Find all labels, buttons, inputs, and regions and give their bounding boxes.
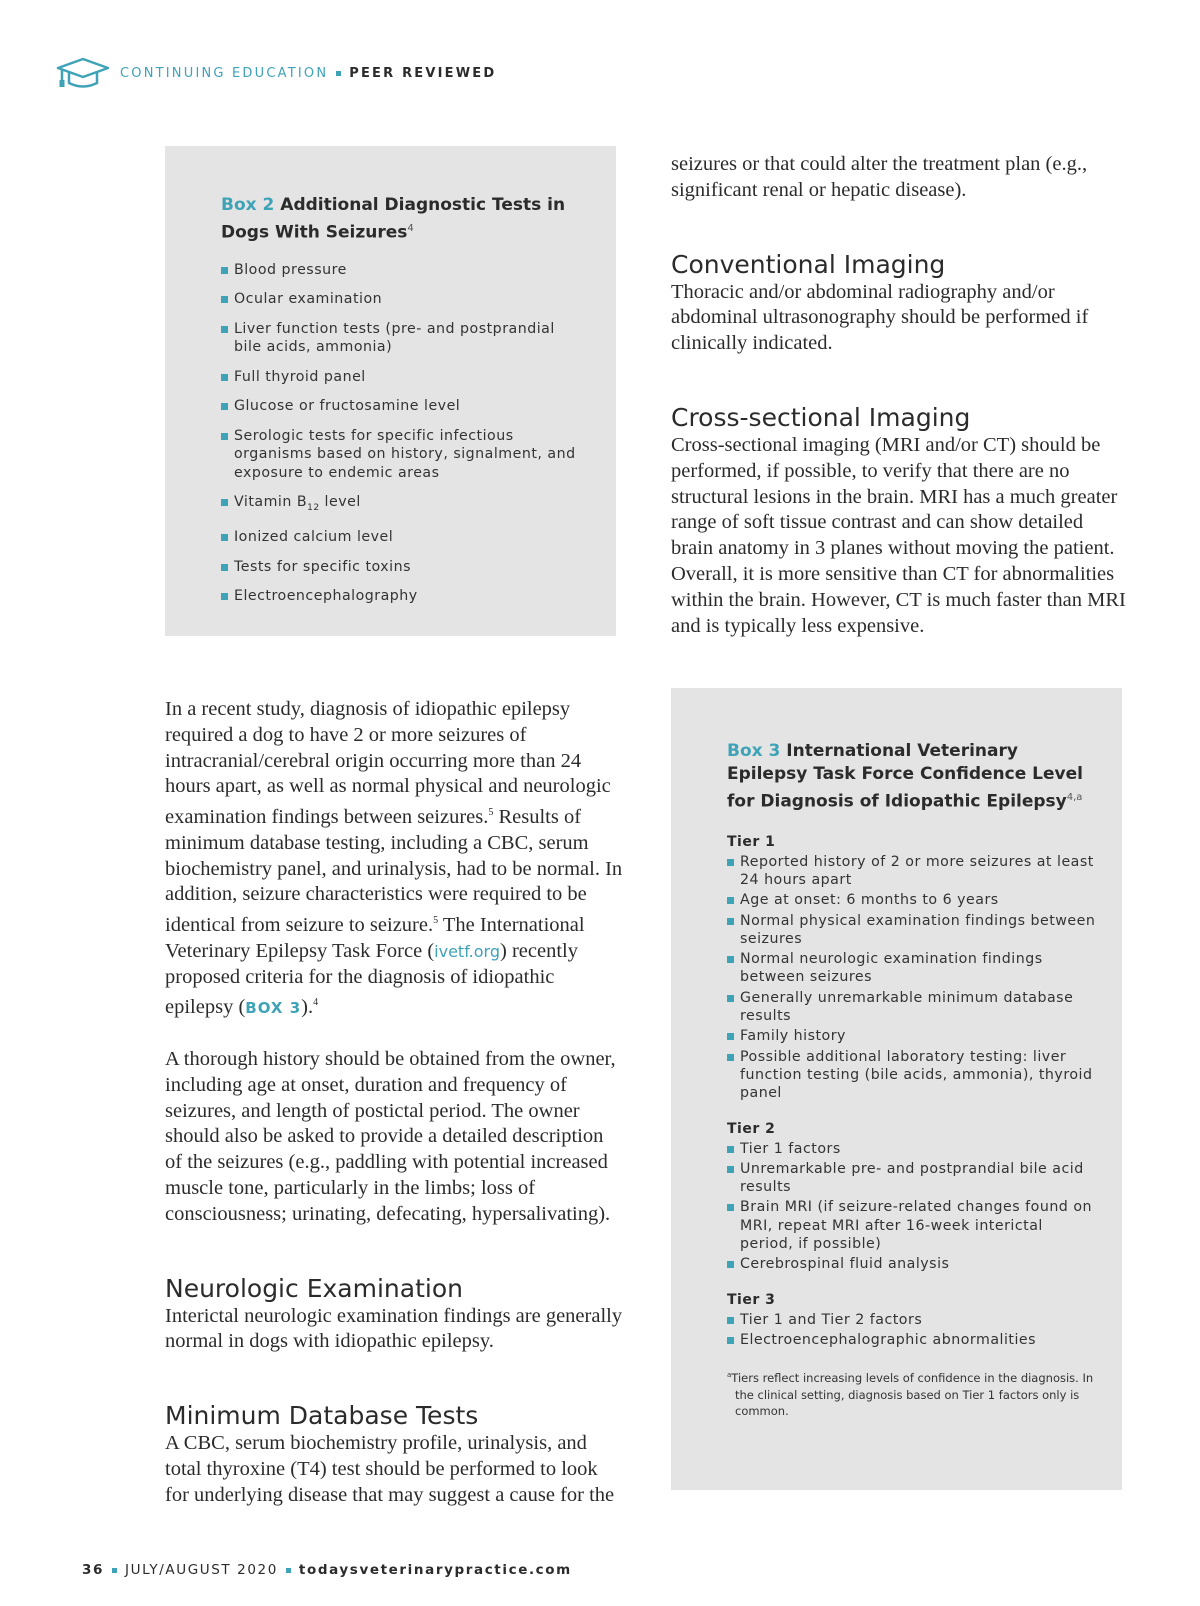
tier-item: Tier 1 factors — [727, 1140, 1096, 1158]
box-2-item: Ionized calcium level — [221, 528, 586, 547]
page-footer — [82, 1562, 572, 1578]
graduation-cap-icon — [56, 56, 110, 90]
tier-item: Possible additional laboratory testing: liver function testing (bile acids, ammonia), thyroid panel — [727, 1048, 1096, 1103]
box-3-title — [727, 740, 1096, 814]
box-2-item: Vitamin $B_{12}$ level — [221, 493, 586, 517]
tier-item: Unremarkable pre- and postprandial bile acid results — [727, 1160, 1096, 1197]
box-2 — [165, 146, 616, 636]
para1-text-3: The International Veterinary Epilepsy Task Force ( — [165, 914, 585, 962]
citation-4: 4 — [313, 997, 319, 1009]
website[interactable]: todaysveterinarypractice.com — [298, 1562, 572, 1578]
subsection-label: PEER REVIEWED — [349, 65, 497, 81]
box-2-title — [221, 194, 586, 245]
box-2-list — [221, 261, 586, 606]
tier-heading: Tier 3 — [727, 1291, 776, 1308]
box-3-title-text: International Veterinary Epilepsy Task Force Confidence Level for Diagnosis of Idiopathic Epilepsy — [727, 741, 1083, 812]
box-2-label: Box 2 — [221, 195, 275, 215]
conventional-imaging-text: Thoracic and/or abdominal radiography and/or abdominal ultrasonography should be performed if clinically indicated. — [671, 280, 1089, 355]
left-column — [165, 697, 623, 1509]
tier-heading: Tier 1 — [727, 833, 776, 850]
box-3-footnote — [727, 1367, 1096, 1419]
tier-item: Cerebrospinal fluid analysis — [727, 1255, 1096, 1273]
tier-item: Age at onset: 6 months to 6 years — [727, 891, 1096, 909]
minimum-database-text: A CBC, serum biochemistry profile, urinalysis, and total thyroxine (T4) test should be performed to look for underlying disease that may suggest a cause for the — [165, 1432, 615, 1506]
tier-list — [727, 1140, 1096, 1274]
section-label: CONTINUING EDUCATION — [120, 65, 329, 81]
box-2-item: Glucose or fructosamine level — [221, 397, 586, 416]
box-3 — [671, 688, 1122, 1490]
box-3-tiers — [727, 834, 1096, 1350]
right-column — [671, 152, 1126, 639]
box-2-item: Liver function tests (pre- and postprandial bile acids, ammonia) — [221, 320, 586, 357]
cross-sectional-imaging-text: Cross-sectional imaging (MRI and/or CT) should be performed, if possible, to verify that there are no structural lesions in the brain. MRI has a much greater range of soft tissue contrast and can show detailed brain anatomy in 3 planes without moving the patient. Overall, it is more sensitive than CT for abnormalities within the brain. However, CT is much faster than MRI and is typically less expensive. — [671, 433, 1126, 637]
citation-5a: 5 — [488, 807, 494, 819]
box-2-item: Blood pressure — [221, 261, 586, 280]
study-paragraph — [165, 697, 623, 1022]
neurologic-examination-text: Interictal neurologic examination findings are generally normal in dogs with idiopathic epilepsy. — [165, 1304, 623, 1353]
tier-block — [727, 1292, 1096, 1350]
box-2-item: Serologic tests for specific infectious organisms based on history, signalment, and exposure to endemic areas — [221, 427, 586, 483]
para1-text-1: In a recent study, diagnosis of idiopathic epilepsy required a dog to have 2 or more seizures of intracranial/cerebral origin occurring more than 24 hours apart, as well as normal physical and neurologic examination findings between seizures. — [165, 698, 611, 829]
para1-text-4: ) recently proposed criteria for the diagnosis of idiopathic epilepsy ( — [165, 939, 578, 1019]
box-2-item: Electroencephalography — [221, 587, 586, 606]
tier-item: Tier 1 and Tier 2 factors — [727, 1311, 1096, 1329]
page-header — [56, 56, 496, 90]
box-2-item: Ocular examination — [221, 290, 586, 309]
separator-dot — [336, 71, 341, 76]
issue-date: JULY/AUGUST 2020 — [125, 1562, 278, 1578]
tier-item: Reported history of 2 or more seizures at least 24 hours apart — [727, 853, 1096, 890]
para1-text-5: ). — [301, 996, 314, 1019]
tier-list — [727, 853, 1096, 1103]
box-2-title-text: Additional Diagnostic Tests in Dogs With Seizures — [221, 195, 566, 243]
box-3-ref-link[interactable]: BOX 3 — [245, 999, 302, 1018]
citation-5b: 5 — [433, 915, 439, 927]
tier-item: Electroencephalographic abnormalities — [727, 1331, 1096, 1349]
tier-item: Family history — [727, 1027, 1096, 1045]
box-2-item: Tests for specific toxins — [221, 558, 586, 577]
cross-sectional-imaging-heading: Cross-sectional Imaging — [671, 402, 971, 432]
tier-item: Normal neurologic examination findings between seizures — [727, 950, 1096, 987]
box-2-item: Full thyroid panel — [221, 368, 586, 387]
ivetf-link[interactable]: ivetf.org — [434, 941, 500, 961]
tier-block — [727, 834, 1096, 1103]
tier-heading: Tier 2 — [727, 1120, 776, 1137]
continued-paragraph: seizures or that could alter the treatment plan (e.g., significant renal or hepatic disease). — [671, 153, 1088, 201]
para1-text-2: Results of minimum database testing, including a CBC, serum biochemistry panel, and urinalysis, had to be normal. In addition, seizure characteristics were required to be identical from seizure to seizure. — [165, 806, 623, 937]
conventional-imaging-heading: Conventional Imaging — [671, 249, 946, 279]
footnote-text: Tiers reflect increasing levels of confidence in the diagnosis. In the clinical setting, diagnosis based on Tier 1 factors only is common. — [731, 1371, 1094, 1419]
box-3-title-ref: 4,a — [1066, 792, 1083, 803]
footnote-mark: a — [727, 1371, 732, 1380]
history-paragraph: A thorough history should be obtained from the owner, including age at onset, duration and frequency of seizures, and length of postictal period. The owner should also be asked to provide a detailed description of the seizures (e.g., paddling with potential increased muscle tone, particularly in the limbs; loss of consciousness; urinating, defecating, hypersalivating). — [165, 1048, 616, 1225]
tier-list — [727, 1311, 1096, 1350]
tier-item: Normal physical examination findings between seizures — [727, 912, 1096, 949]
tier-item: Brain MRI (if seizure-related changes found on MRI, repeat MRI after 16-week interictal period, if possible) — [727, 1198, 1096, 1253]
tier-block — [727, 1121, 1096, 1274]
separator-dot — [112, 1568, 117, 1573]
box-2-title-ref: 4 — [407, 223, 414, 234]
minimum-database-heading: Minimum Database Tests — [165, 1401, 479, 1431]
neurologic-examination-heading: Neurologic Examination — [165, 1273, 463, 1303]
page-number: 36 — [82, 1562, 104, 1578]
tier-item: Generally unremarkable minimum database results — [727, 989, 1096, 1026]
separator-dot — [286, 1568, 291, 1573]
box-3-label: Box 3 — [727, 741, 781, 761]
